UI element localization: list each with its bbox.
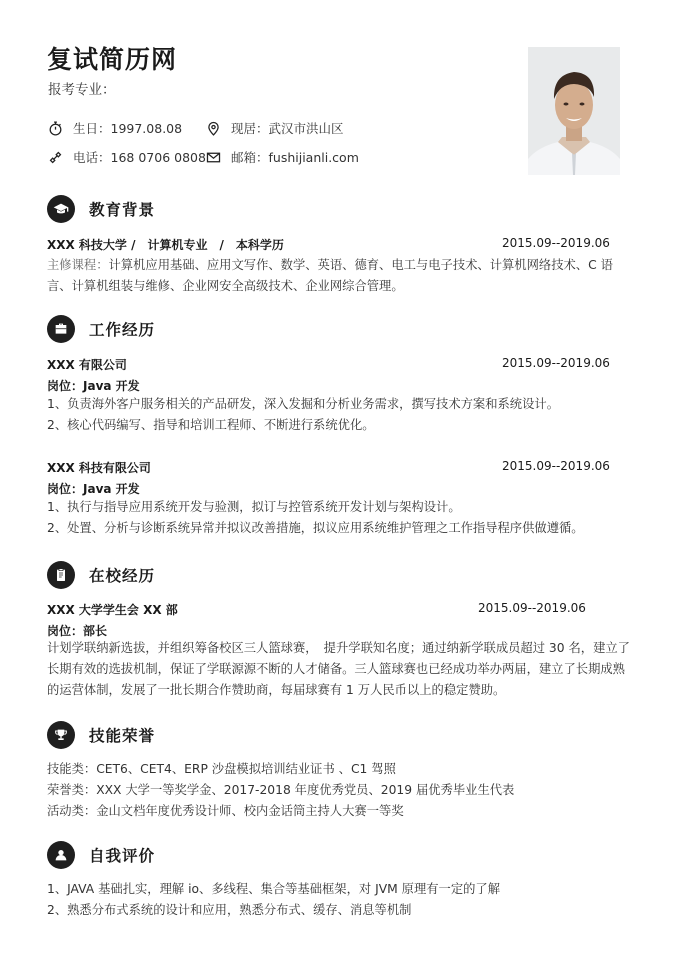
campus-position: 岗位：部长: [47, 624, 108, 638]
job-1-date: 2015.09--2019.06: [502, 356, 610, 370]
residence-text: 现居：武汉市洪山区: [231, 121, 344, 136]
self-evaluation: [47, 879, 647, 921]
job-1-duty-2: 2、核心代码编写、指导和培训工程师、不断进行系统优化。: [47, 418, 375, 432]
education-title: 教育背景: [89, 201, 156, 219]
job-2-duty-1: 1、执行与指导应用系统开发与验测，拟订与控管系统开发计划与架构设计。: [47, 500, 461, 514]
self-title: 自我评价: [89, 847, 156, 865]
briefcase-icon: [47, 315, 75, 343]
self-section-header: [47, 841, 155, 869]
work-section-header: [47, 315, 155, 343]
campus-title: 在校经历: [89, 567, 156, 585]
person-icon: [47, 841, 75, 869]
campus-section-header: [47, 561, 155, 589]
campus-date: 2015.09--2019.06: [478, 601, 586, 615]
self-line-1: 1、JAVA 基础扎实，理解 io、多线程、集合等基础框架，对 JVM 原理有一定的了解: [47, 882, 501, 896]
work-title: 工作经历: [89, 321, 156, 339]
job-2-date: 2015.09--2019.06: [502, 459, 610, 473]
job-1-position: 岗位：Java 开发: [47, 379, 140, 393]
skills-title: 技能荣誉: [89, 727, 156, 745]
trophy-icon: [47, 721, 75, 749]
residence-info: [205, 119, 344, 137]
skills-line-1: 技能类：CET6、CET4、ERP 沙盘模拟培训结业证书 、C1 驾照: [47, 762, 396, 776]
skills-line-2: 荣誉类：XXX 大学一等奖学金、2017-2018 年度优秀党员、2019 届优秀毕业生代表: [47, 783, 515, 797]
phone-icon: [47, 149, 64, 166]
campus-line-2: 长期有效的选拔机制，保证了学联源源不断的人才储备。三人篮球赛也已经成功举办两届，建立了长期成熟: [47, 662, 625, 676]
campus-org: XXX 大学学生会 XX 部: [47, 603, 178, 617]
email-info: [205, 148, 359, 166]
profile-photo: [528, 47, 620, 175]
location-pin-icon: [205, 120, 222, 137]
education-courses: [47, 255, 637, 297]
job-2-duties: [47, 497, 647, 539]
job-1-duties: [47, 394, 647, 436]
phone-text: 电话：168 0706 0808: [73, 150, 206, 165]
education-school: XXX 科技大学 / 计算机专业 / 本科学历: [47, 238, 284, 252]
graduation-cap-icon: [47, 195, 75, 223]
job-2-duty-2: 2、处置、分析与诊断系统异常并拟议改善措施，拟议应用系统维护管理之工作指导程序供做遵循。: [47, 521, 584, 535]
courses-line-2: 言、计算机组装与维修、企业网安全高级技术、企业网综合管理。: [47, 279, 404, 293]
birth-text: 生日：1997.08.08: [73, 121, 183, 136]
birth-info: [47, 119, 182, 137]
self-line-2: 2、熟悉分布式系统的设计和应用，熟悉分布式、缓存、消息等机制: [47, 903, 412, 917]
skills-section-header: [47, 721, 155, 749]
stopwatch-icon: [47, 120, 64, 137]
job-2-position: 岗位：Java 开发: [47, 482, 140, 496]
campus-line-3: 的运营体制，发展了一批长期合作赞助商，每届球赛有 1 万人民币以上的稳定赞助。: [47, 683, 506, 697]
envelope-icon: [205, 149, 222, 166]
courses-line-1: 计算机应用基础、应用文写作、数学、英语、德育、电工与电子技术、计算机网络技术、C 语: [108, 258, 613, 272]
resume-name: 复试简历网: [47, 45, 178, 74]
major-label: 报考专业：: [48, 82, 116, 98]
job-2-company: XXX 科技有限公司: [47, 461, 151, 475]
courses-label: 主修课程：: [47, 258, 109, 272]
education-date: 2015.09--2019.06: [502, 236, 610, 250]
skills-list: [47, 759, 647, 822]
job-1-duty-1: 1、负责海外客户服务相关的产品研发，深入发掘和分析业务需求，撰写技术方案和系统设计。: [47, 397, 559, 411]
clipboard-icon: [47, 561, 75, 589]
job-1-company: XXX 有限公司: [47, 358, 127, 372]
campus-description: [47, 638, 657, 701]
skills-line-3: 活动类：金山文档年度优秀设计师、校内金话筒主持人大赛一等奖: [47, 804, 404, 818]
campus-line-1: 计划学联纳新选拔，并组织筹备校区三人篮球赛， 提升学联知名度；通过纳新学联成员超过 30 名，建立了: [47, 641, 630, 655]
phone-info: [47, 148, 206, 166]
email-text: 邮箱：fushijianli.com: [231, 150, 359, 165]
education-section-header: [47, 195, 155, 223]
